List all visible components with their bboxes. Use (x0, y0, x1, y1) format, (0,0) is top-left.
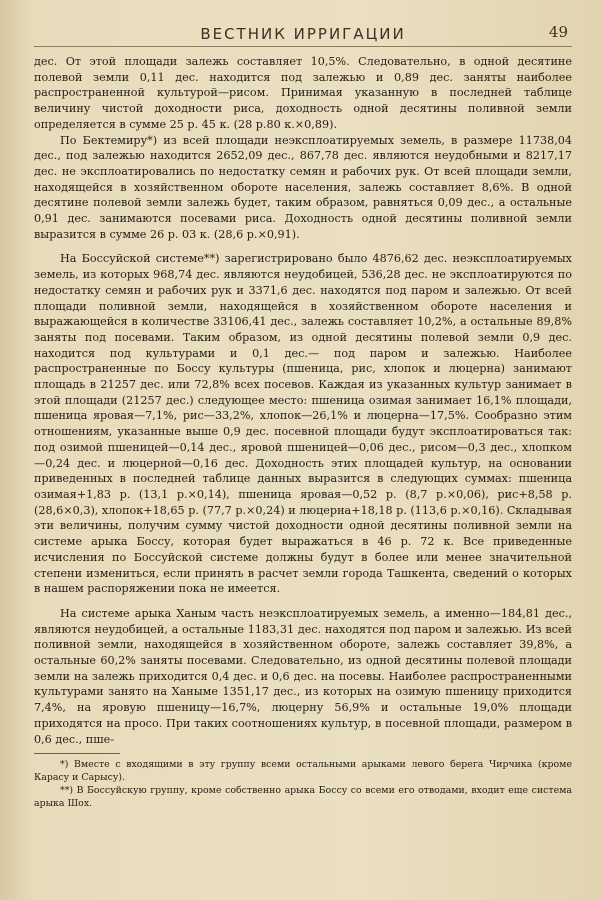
paragraph-bektemir: По Бектемиру*) из всей площади неэксплоатируемых земель, в размере 11738,04 дес., под залежью находится 2652,09 дес., 867,78 дес. являются неудобными и 8217,17 дес. не эксплоатировались по недостатку семян и рабочих рук. От всей площади земли, находящейся в хозяйственном обороте населения, залежь составляет 8,6%. В одной десятине полевой земли залежь будет, таким образом, равняться 0,09 дес., а остальные 0,91 дес. занимаются посевами риса. Доходность одной десятины поливной земли выразится в сумме 26 р. 03 к. (28,6 р.×0,91). (34, 133, 572, 241)
running-title: ВЕСТНИК ИРРИГАЦИИ (200, 25, 406, 43)
article-body (34, 54, 572, 747)
footnote-bossu: **) В Боссуйскую группу, кроме собственно арыка Боссу со всеми его отводами, входит еще система арыка Шох. (34, 785, 572, 810)
paragraph-bossu-system: На Боссуйской системе**) зарегистрировано было 4876,62 дес. неэксплоатируемых земель, из которых 968,74 дес. являются неудобицей, 536,28 дес. не эксплоатируются по недостатку семян и рабочих рук и 3371,6 дес. находятся под паром и залежью. От всей площади поливной земли, находящейся в хозяйственном обороте населения и выражающейся в количестве 33106,41 дес., залежь составляет 10,2%, а остальные 89,8% заняты под посевами. Таким образом, из одной десятины полевой земли 0,9 дес. находится под культурами и 0,1 дес.— под паром и залежью. Наиболее распространенные по Боссу культуры (пшеница, рис, хлопок и люцерна) занимают площадь в 21257 дес. или 72,8% всех посевов. Каждая из указанных культур занимает в этой площади (21257 дес.) следующее место: пшеница озимая занимает 16,1% площади, пшеница яровая—7,1%, рис—33,2%, хлопок—26,1% и люцерна—17,5%. Сообразно этим отношениям, указанные выше 0,9 дес. посевной площади будут эксплоатироваться так: под озимой пшеницей—0,14 дес., яровой пшеницей—0,06 дес., рисом—0,3 дес., хлопком—0,24 дес. и люцерной—0,16 дес. Доходность этих площадей культур, на основании приведенных в последней таблице данных выразится в следующих суммах: пшеница озимая+1,83 р. (13,1 р.×0,14), пшеница яровая—0,52 р. (8,7 р.×0,06), рис+8,58 р. (28,6×0,3), хлопок+18,65 р. (77,7 р.×0,24) и люцерна+18,18 р. (113,6 р.×0,16). Складывая эти величины, получим сумму чистой доходности одной десятины поливной земли на системе арыка Боссу, которая будет выражаться в 46 р. 72 к. Все приведенные исчисления по Боссуйской системе должны будут в более или менее значительной степени измениться, если принять в расчет земли города Ташкента, сведений о которых в нашем распоряжении пока не имеется. (34, 252, 573, 596)
footnote-divider (34, 753, 120, 754)
paragraph-khanym-system: На системе арыка Ханым часть неэксплоатируемых земель, а именно—184,81 дес., являются неудобицей, а остальные 1183,31 дес. находятся под паром и залежью. Из всей поливной земли, находящейся в хозяйственном обороте, залежь составляет 39,8%, а остальные 60,2% заняты посевами. Следовательно, из одной десятины полевой площади земли на залежь приходится 0,4 дес. и 0,6 дес. на посевы. Наиболее распространенными культурами занято на Ханыме 1351,17 дес., из которых на озимую пшеницу приходится 7,4%, на яровую пшеницу—16,7%, люцерну 56,9% и остальные 19,0% площади приходятся на просо. При таких соотношениях культур, в посевной площади, размером в 0,6 дес., пше- (34, 606, 572, 746)
page-number: 49 (548, 23, 568, 41)
page-header (34, 20, 572, 47)
paragraph-rice-income: дес. От этой площади залежь составляет 10,5%. Следовательно, в одной десятине полевой земли 0,11 дес. находится под залежью и 0,89 дес. заняты наиболее распространенной культурой—рисом. Принимая указанную в последней таблице величину чистой доходности риса, доходность одной десятины поливной земли определяется в сумме 25 р. 45 к. (28 р.80 к.×0,89). (34, 55, 572, 131)
footnotes (34, 758, 572, 810)
footnote-bektemir: *) Вместе с входящими в эту группу всеми остальными арыками левого берега Чирчика (кроме Карасу и Сарысу). (34, 759, 572, 784)
